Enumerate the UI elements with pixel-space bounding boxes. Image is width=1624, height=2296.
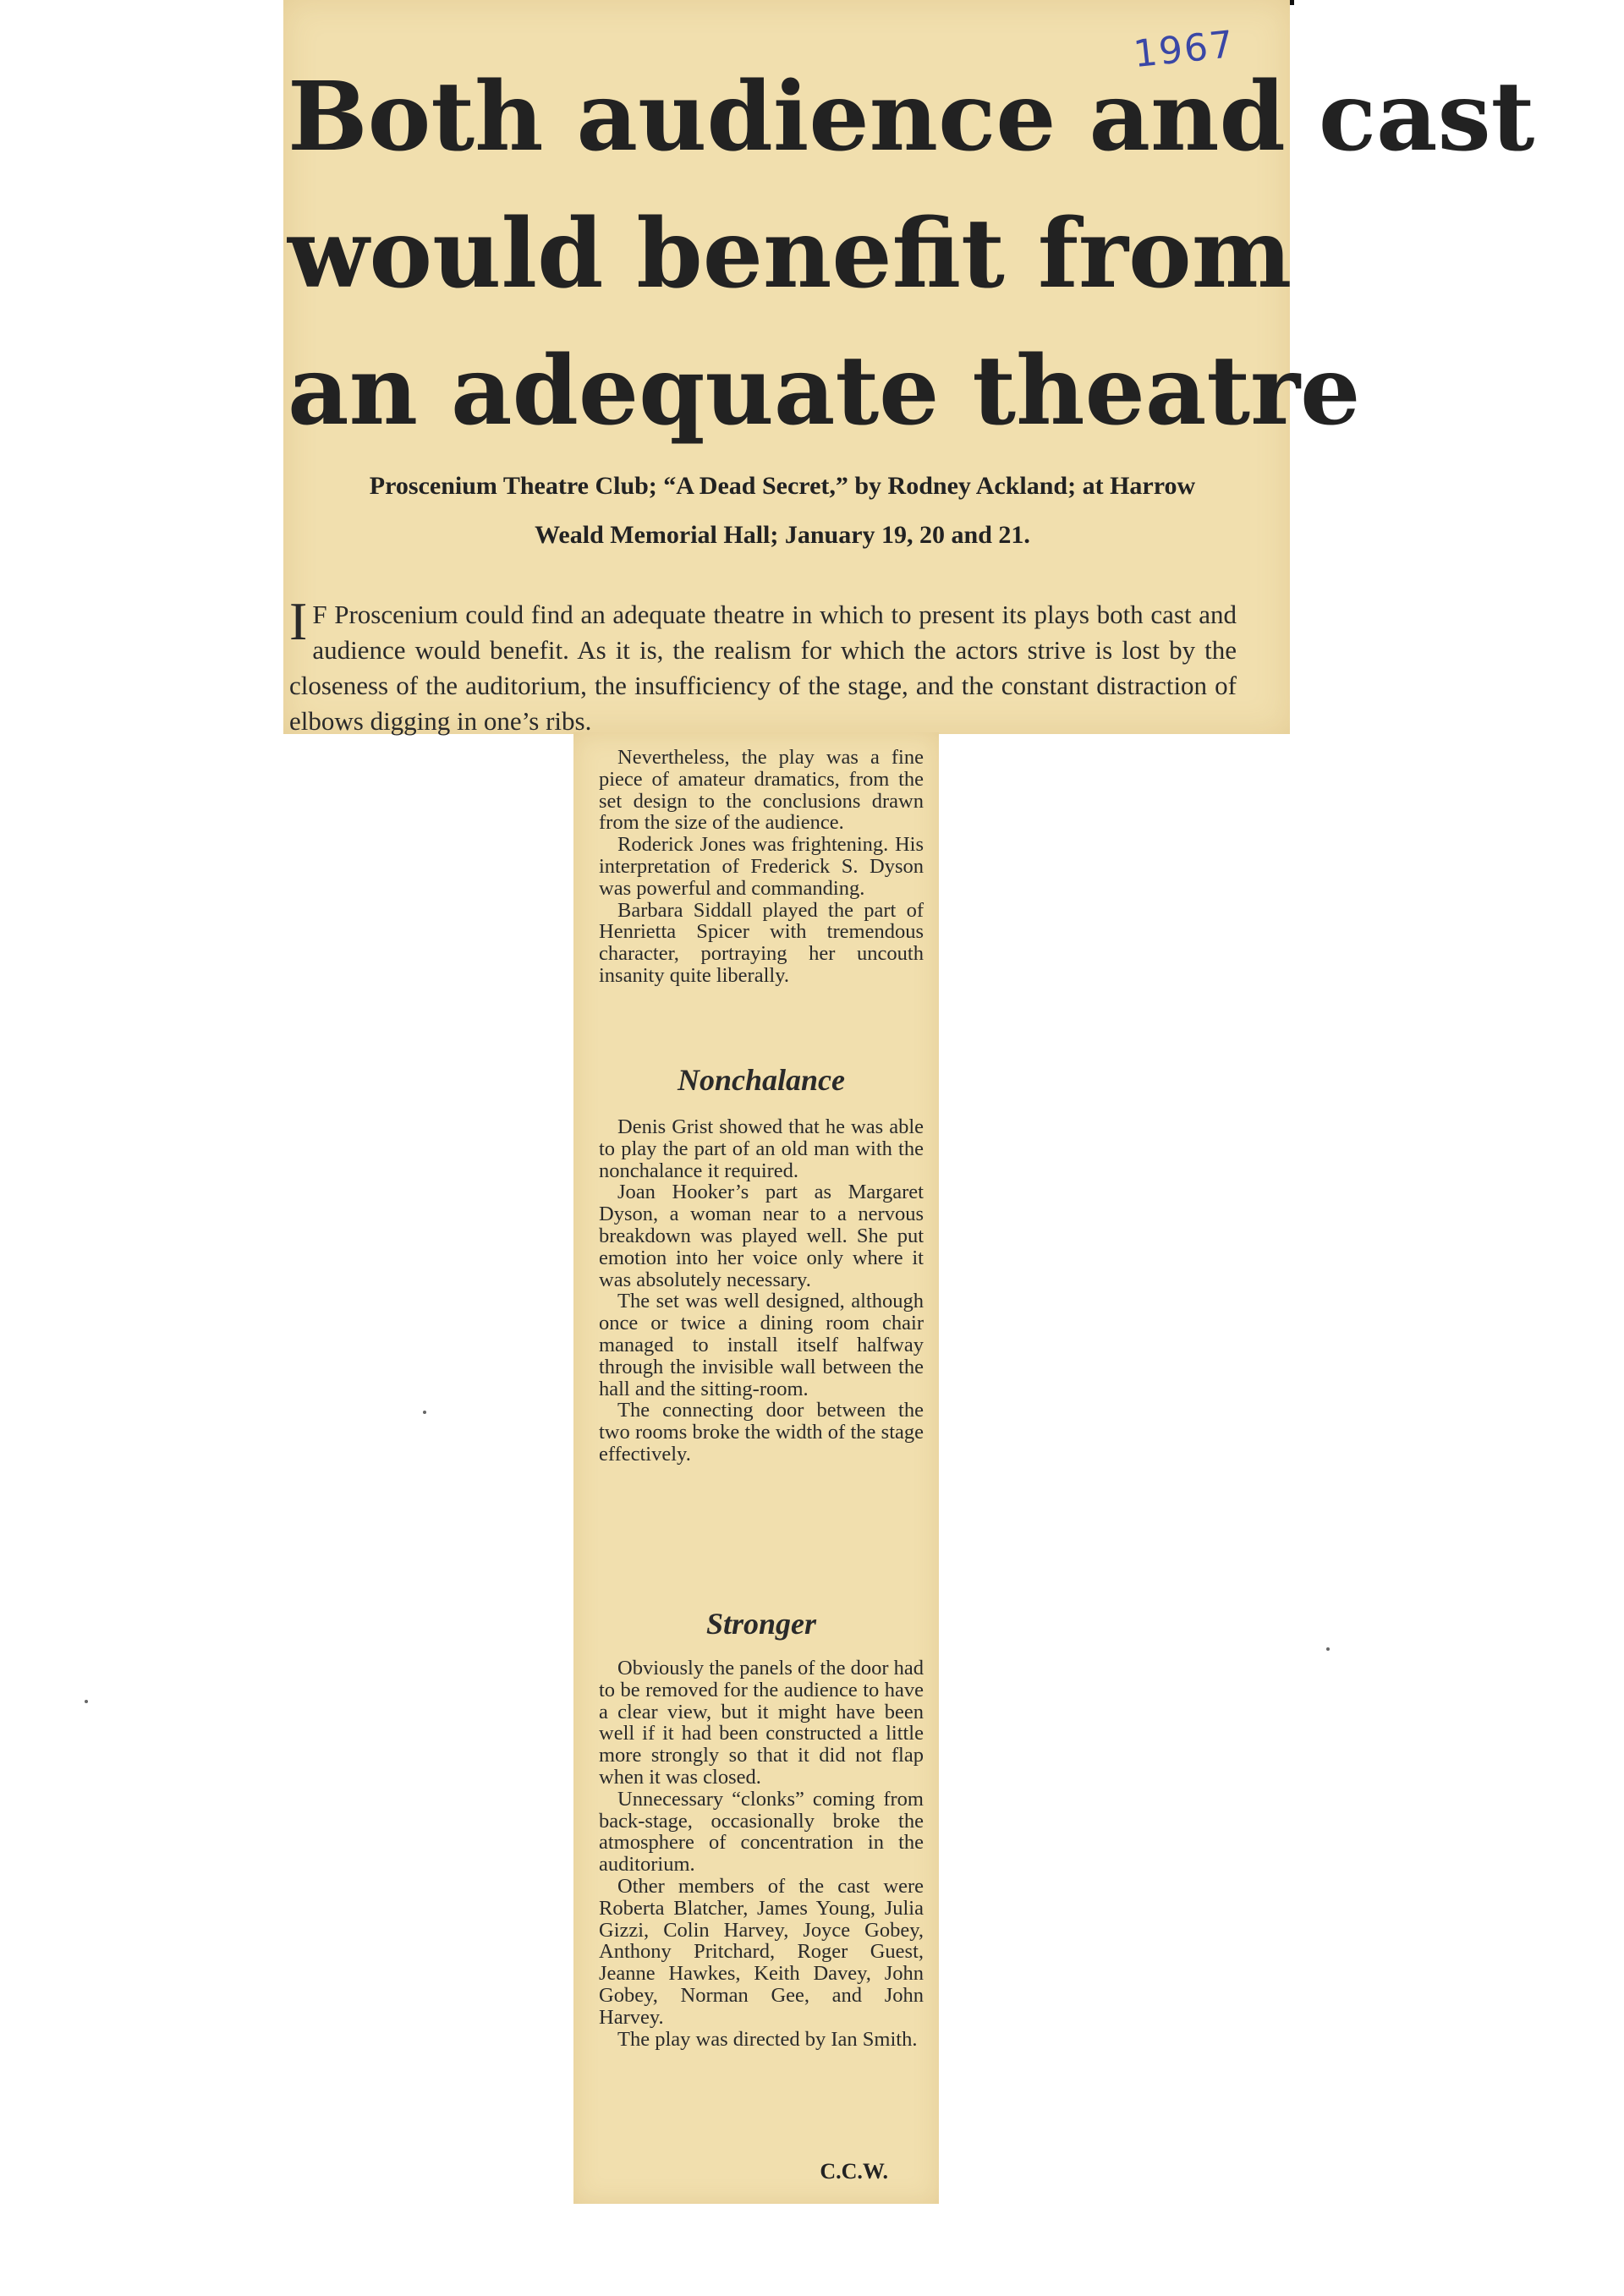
crosshead-nonchalance: Nonchalance xyxy=(678,1063,845,1097)
column-section-2 xyxy=(599,1116,924,1466)
byline: C.C.W. xyxy=(820,2159,888,2184)
paragraph: Roderick Jones was frightening. His interpretation of Frederick S. Dyson was powerful and commanding. xyxy=(599,833,924,900)
column-section-3 xyxy=(599,1658,924,2050)
paragraph: The set was well designed, although once or twice a dining room chair managed to install itself halfway through the invisible wall between the hall and the sitting-room. xyxy=(599,1290,924,1400)
handwritten-year: 1967 xyxy=(1131,22,1237,77)
paragraph: Unnecessary “clonks” coming from back-stage, occasionally broke the atmosphere of concentration in the auditorium. xyxy=(599,1787,924,1877)
paragraph: The connecting door between the two rooms broke the width of the stage effectively. xyxy=(599,1399,924,1466)
paragraph: The play was directed by Ian Smith. xyxy=(617,2027,918,2051)
column-section-1 xyxy=(599,747,924,987)
lede-text: F Proscenium could find an adequate theatre in which to present its plays both cast and audience would benefit. As it is, the realism for which the actors strive is lost by the closeness of the auditorium, the insufficiency of the stage, and the constant distraction of elbows digging in one’s ribs. xyxy=(289,600,1237,736)
production-details-line-1: Proscenium Theatre Club; “A Dead Secret,” by Rodney Ackland; at Harrow xyxy=(369,472,1196,500)
headline-line-2: would benefit from xyxy=(288,199,1292,310)
dust-speck xyxy=(1326,1647,1330,1651)
paragraph: Barbara Siddall played the part of Henrietta Spicer with tremendous character, portraying her uncouth insanity quite liberally. xyxy=(599,898,924,987)
paragraph: Joan Hooker’s part as Margaret Dyson, a woman near to a nervous breakdown was played well. She put emotion into her voice only where it was absolutely necessary. xyxy=(599,1181,924,1291)
paragraph: Obviously the panels of the door had to be removed for the audience to have a clear view, but it might have been well if it had been constructed a little more strongly so that it did not flap when it was closed. xyxy=(599,1657,924,1789)
headline-line-1: Both audience and cast xyxy=(288,62,1535,173)
headline-line-3: an adequate theatre xyxy=(288,336,1361,447)
crosshead-stronger: Stronger xyxy=(705,1607,817,1641)
drop-initial: I xyxy=(289,591,308,651)
production-details-line-2: Weald Memorial Hall; January 19, 20 and 21. xyxy=(535,521,1030,549)
lede-paragraph xyxy=(289,591,1237,739)
dust-speck xyxy=(423,1411,426,1414)
production-details xyxy=(313,462,1252,560)
paragraph: Nevertheless, the play was a fine piece of amateur dramatics, from the set design to the conclusions drawn from the size of the audience. xyxy=(599,746,924,835)
paragraph: Denis Grist showed that he was able to play the part of an old man with the nonchalance it required. xyxy=(599,1115,924,1182)
dust-speck xyxy=(85,1700,88,1703)
headline xyxy=(288,49,1535,460)
paragraph: Other members of the cast were Roberta Blatcher, James Young, Julia Gizzi, Colin Harvey, Joyce Gobey, Anthony Pritchard, Roger Guest, Jeanne Hawkes, Keith Davey, John Gobey, Norman Gee, and John Harvey. xyxy=(599,1874,924,2029)
